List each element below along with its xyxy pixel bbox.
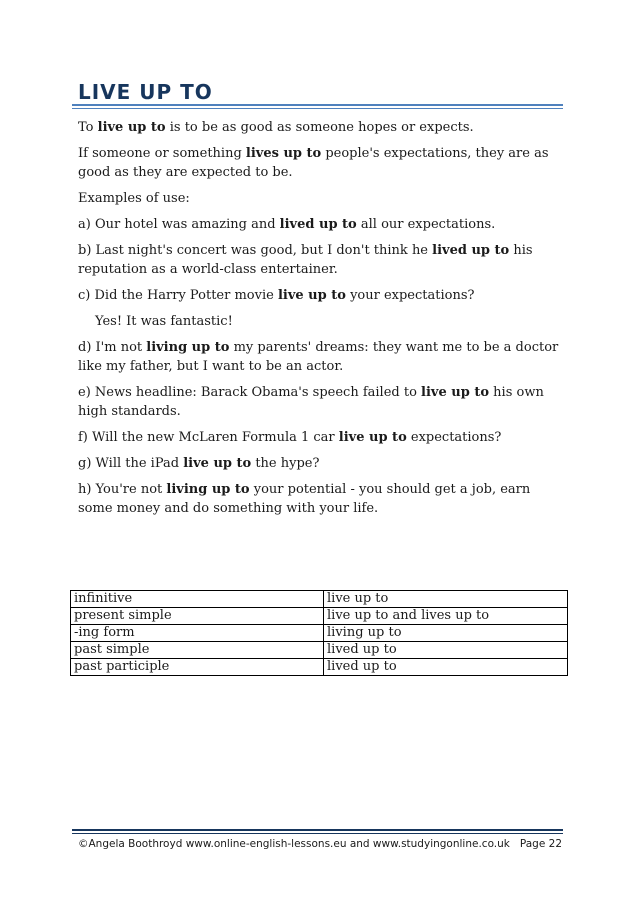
page-title: LIVE UP TO <box>78 80 213 104</box>
phrase-highlight: live up to <box>277 288 346 303</box>
text-run: e) News headline: Barack Obama's speech failed to <box>78 385 422 400</box>
paragraph-definition <box>78 118 562 137</box>
text-run: your potential - you should get a job, earn some money and do something with your life. <box>78 482 531 516</box>
example-a <box>78 215 562 234</box>
text-run: my parents' dreams: they want me to be a doctor like my father, but I want to be an actor. <box>78 340 559 374</box>
table-cell-value: living up to <box>324 625 568 642</box>
examples-heading <box>78 189 562 208</box>
phrase-highlight: live up to <box>97 120 166 135</box>
text-run: his own high standards. <box>78 385 544 419</box>
phrase-highlight: lived up to <box>279 217 357 232</box>
table-cell-value: lived up to <box>324 642 568 659</box>
text-run: d) I'm not <box>78 340 147 355</box>
paragraph-definition-2 <box>78 144 562 182</box>
phrase-highlight: live up to <box>421 385 490 400</box>
phrase-highlight: lives up to <box>245 146 322 161</box>
text-run: If someone or something <box>78 146 246 161</box>
text-run: is to be as good as someone hopes or expects. <box>165 120 474 135</box>
text-run: b) Last night's concert was good, but I don't think he <box>78 243 433 258</box>
text-run: all our expectations. <box>356 217 496 232</box>
title-divider <box>72 104 563 109</box>
text-run: c) Did the Harry Potter movie <box>78 288 278 303</box>
footer-copyright: ©Angela Boothroyd www.online-english-lessons.eu and www.studyingonline.co.uk <box>78 838 510 850</box>
text-run: people's expectations, they are as good as they are expected to be. <box>78 146 549 180</box>
text-run: a) Our hotel was amazing and <box>78 217 280 232</box>
footer-divider <box>72 829 563 834</box>
table-row <box>71 642 568 659</box>
phrase-highlight: lived up to <box>432 243 510 258</box>
example-h <box>78 480 562 518</box>
text-run: expectations? <box>406 430 502 445</box>
table-cell-form: -ing form <box>71 625 324 642</box>
example-f <box>78 428 562 447</box>
example-c-answer <box>78 312 562 331</box>
page-footer <box>78 838 562 850</box>
table-cell-form: past participle <box>71 659 324 676</box>
example-c <box>78 286 562 305</box>
text-run: his reputation as a world-class entertainer. <box>78 243 533 277</box>
phrase-highlight: live up to <box>183 456 252 471</box>
phrase-highlight: living up to <box>146 340 230 355</box>
table-row <box>71 591 568 608</box>
text-run: your expectations? <box>345 288 475 303</box>
example-e <box>78 383 562 421</box>
table-cell-form: past simple <box>71 642 324 659</box>
table-cell-value: live up to <box>324 591 568 608</box>
text-run: To <box>78 120 98 135</box>
body-text <box>78 118 562 525</box>
table-cell-form: infinitive <box>71 591 324 608</box>
text-run: Yes! It was fantastic! <box>95 314 233 329</box>
page-number: Page 22 <box>519 838 562 850</box>
example-d <box>78 338 562 376</box>
text-run: g) Will the iPad <box>78 456 184 471</box>
table-row <box>71 608 568 625</box>
table-cell-value: lived up to <box>324 659 568 676</box>
table-cell-value: live up to and lives up to <box>324 608 568 625</box>
text-run: f) Will the new McLaren Formula 1 car <box>78 430 339 445</box>
table-row <box>71 659 568 676</box>
example-b <box>78 241 562 279</box>
phrase-highlight: living up to <box>166 482 250 497</box>
table-row <box>71 625 568 642</box>
text-run: Examples of use: <box>78 191 190 206</box>
text-run: h) You're not <box>78 482 167 497</box>
example-g <box>78 454 562 473</box>
verb-forms-table <box>70 590 568 676</box>
text-run: the hype? <box>251 456 320 471</box>
table-cell-form: present simple <box>71 608 324 625</box>
phrase-highlight: live up to <box>338 430 407 445</box>
